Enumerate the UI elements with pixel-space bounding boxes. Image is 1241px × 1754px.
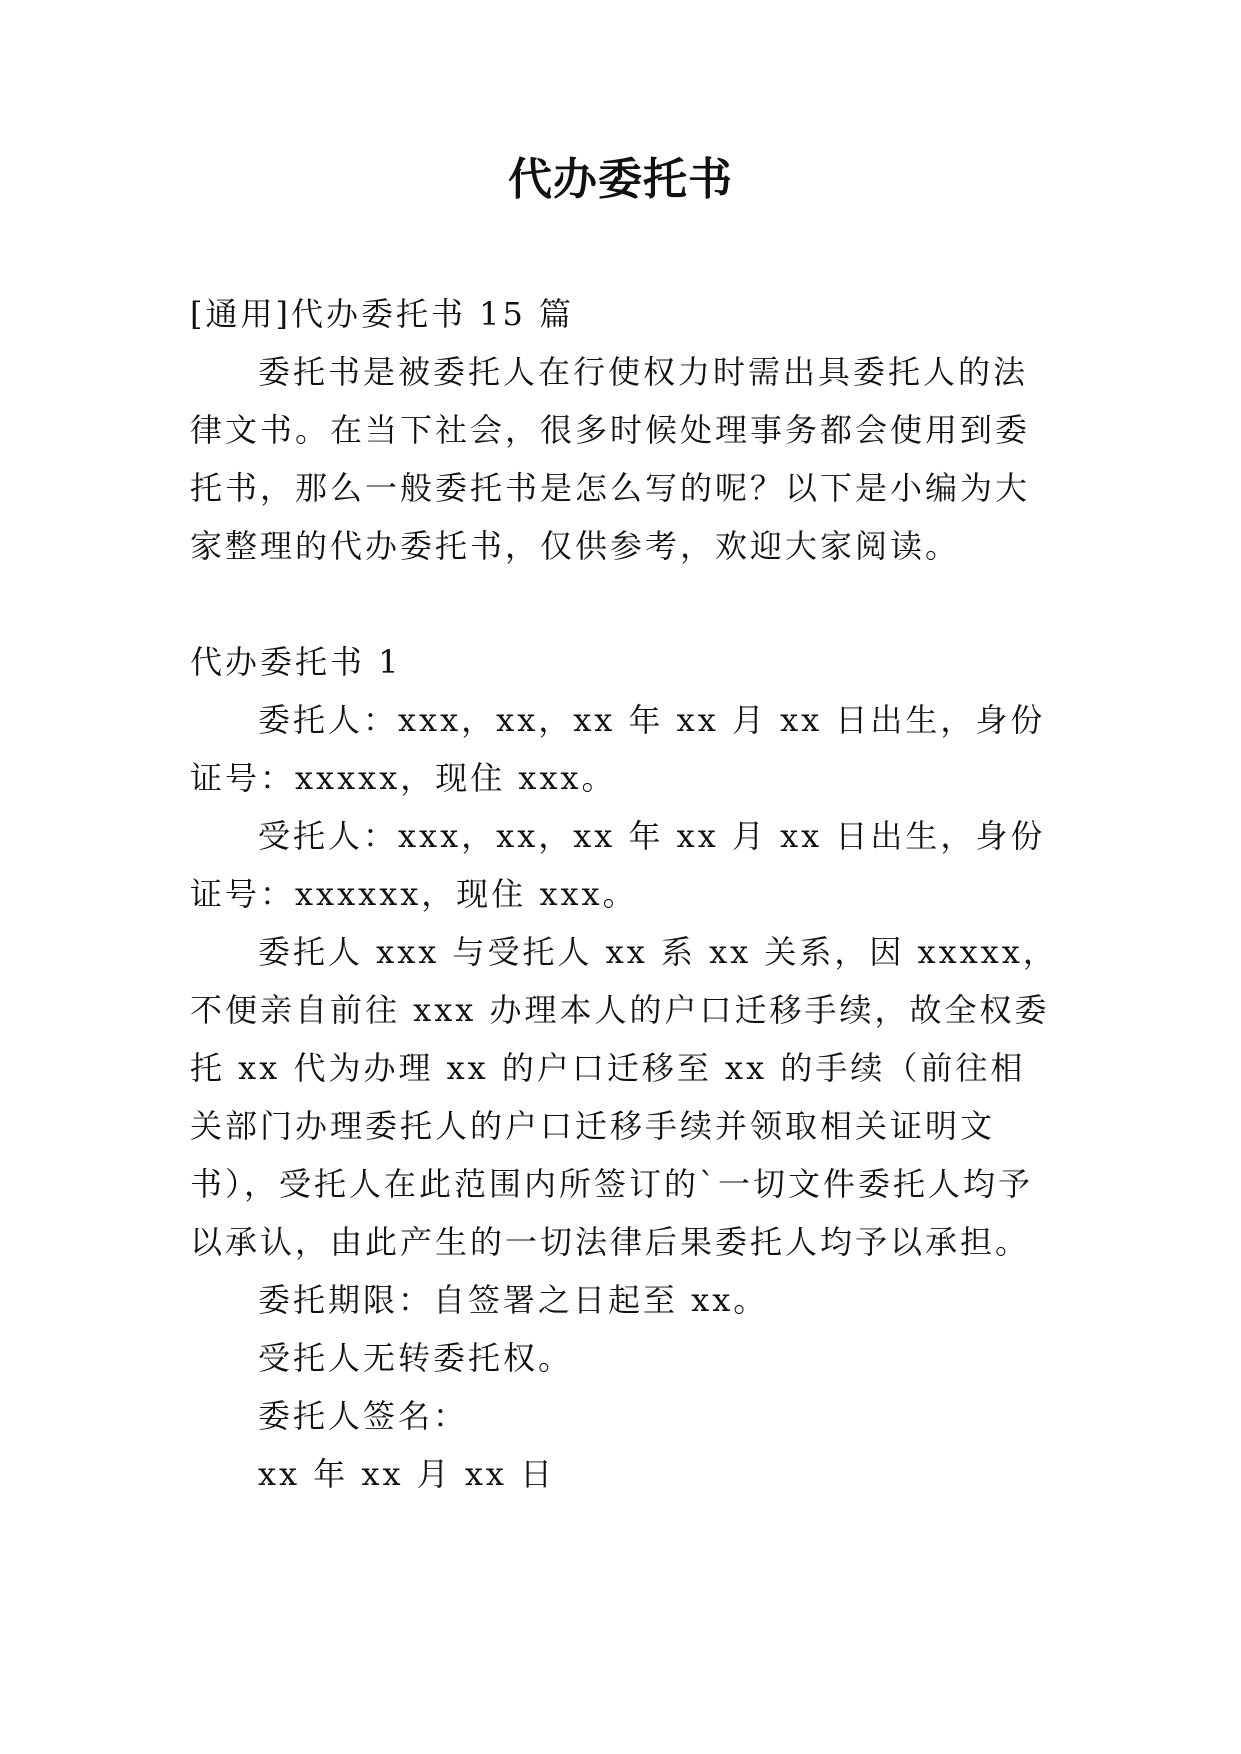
agent-paragraph: 受托人：xxx，xx，xx 年 xx 月 xx 日出生，身份证号：xxxxxx，现住 xxx。 <box>190 817 1046 913</box>
no-transfer-paragraph: 受托人无转委托权。 <box>258 1339 574 1377</box>
date-line: xx 年 xx 月 xx 日 <box>258 1455 556 1493</box>
principal-paragraph: 委托人：xxx，xx，xx 年 xx 月 xx 日出生，身份证号：xxxxx，现住 xxx。 <box>190 701 1046 797</box>
signature-line: 委托人签名： <box>258 1397 469 1435</box>
section-heading: 代办委托书 1 <box>190 643 402 681</box>
intro-paragraph: 委托书是被委托人在行使权力时需出具委托人的法律文书。在当下社会，很多时候处理事务都会使用到委托书，那么一般委托书是怎么写的呢？以下是小编为大家整理的代办委托书，仅供参考，欢迎大家阅读。 <box>190 353 1031 565</box>
document-subtitle: [通用]代办委托书 15 篇 <box>190 295 575 333</box>
term-paragraph: 委托期限：自签署之日起至 xx。 <box>258 1281 769 1319</box>
document-body <box>190 285 1060 1503</box>
document-title: 代办委托书 <box>508 154 733 205</box>
matter-paragraph: 委托人 xxx 与受托人 xx 系 xx 关系，因 xxxxx，不便亲自前往 xxx 办理本人的户口迁移手续，故全权委托 xx 代为办理 xx 的户口迁移至 xx 的手续（前往相关部门办理委托人的户口迁移手续并领取相关证明文书），受托人在此范围内所签订的`一切文件委托人均予以承认，由此产生的一切法律后果委托人均予以承担。 <box>190 933 1058 1261</box>
